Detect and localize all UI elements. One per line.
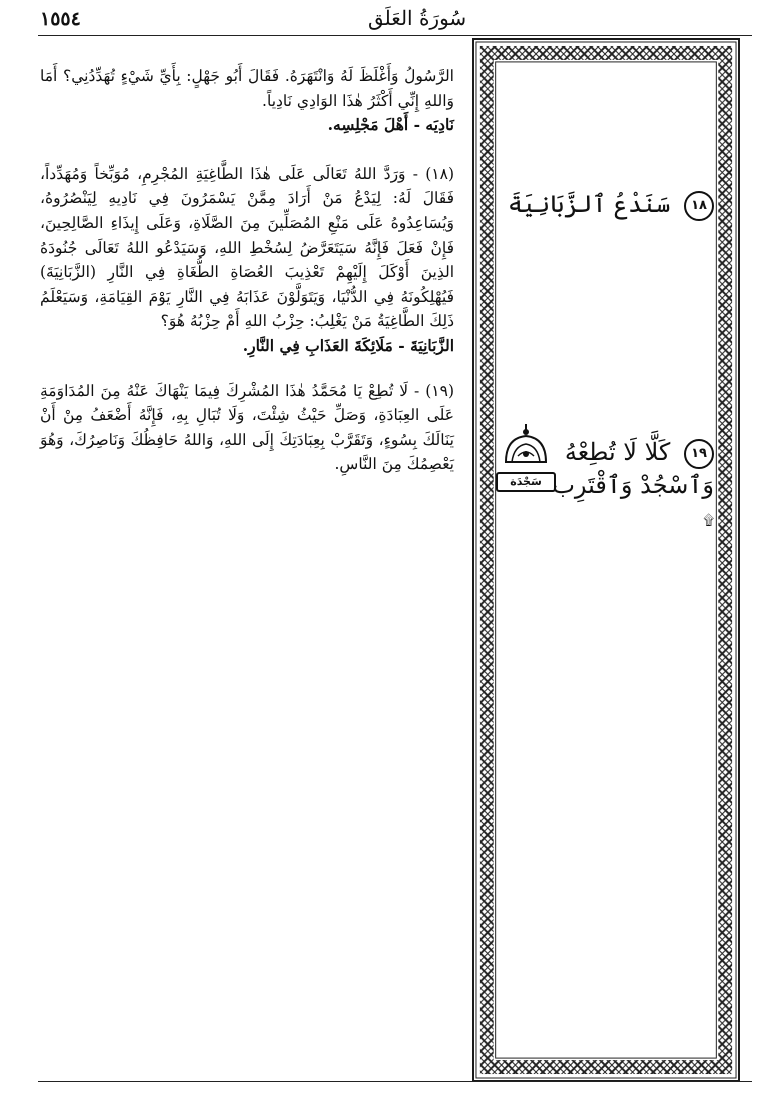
- verse-number-18: ١٨: [684, 191, 714, 221]
- gloss-zabaniyah: الزَّبَانِيَةَ - مَلَائِكَةَ العَذَابِ فِي النَّارِ.: [242, 335, 454, 355]
- quran-verse-panel: [472, 38, 740, 1082]
- commentary-paragraph-19: (١٩) - لَا تُطِعْ يَا مُحَمَّدُ هٰذَا المُشْرِكَ فِيمَا يَنْهَاكَ عَنْهُ مِنَ المُدَاوَمَةِ عَلَى العِبَادَةِ، وَصَلِّ حَيْثُ شِئْتَ، وَلَا تُبَالِ بِهِ، فَإِنَّهُ أَضْعَفُ مِنْ أَنْ يَنَالَكَ بِسُوءٍ، وَتَقَرَّبْ بِعِبَادَتِكَ إِلَى اللهِ، وَاللهُ حَافِظُكَ وَنَاصِرُكَ، وَهُوَ يَعْصِمُكَ مِنَ النَّاسِ.: [40, 381, 454, 474]
- page-header: [38, 0, 752, 36]
- verse-19-text: كَلَّا لَا تُطِعْهُ وَٱسْجُدْ وَٱقْتَرِب: [552, 438, 714, 499]
- commentary-paragraph-18: (١٨) - وَرَدَّ اللهُ تَعَالَى عَلَى هٰذَا الطَّاغِيَةِ المُجْرِمِ، مُوَبِّخاً وَمُهَدِّداً، فَقَالَ لَهُ: لِيَدْعُ مَنْ أَرَادَ مِمَّنْ يَسْمَرُونَ فِي نَادِيهِ لِيَنْصُرُوهُ، وَيُسَاعِدُوهُ عَلَى مَنْعِ المُصَلِّينَ مِنَ الصَّلَاةِ، وَعَلَى إِيذَاءِ الصَّالِحِينَ، فَإِنْ فَعَلَ فَإِنَّهُ سَيَتَعَرَّضُ لِسُخْطِ اللهِ، وَسَيَدْعُو اللهُ تَعَالَى جُنُودَهُ الذِينَ أَوْكَلَ إِلَيْهِمْ تَعْذِيبَ العُصَاةِ الطُّغَاةِ فِي النَّارِ (الزَّبَانِيَةَ) فَيُهْلِكُونَهُ فِي الدُّنْيَا، وَيَتَوَلَّوْنَ عَذَابَهُ فِي النَّارِ يَوْمَ القِيَامَةِ، وَسَيَعْلَمُ ذَلِكَ الطَّاغِيَةُ مَنْ يَغْلِبُ: حِزْبُ اللهِ أَمْ حِزْبُهُ هُوَ؟: [40, 164, 454, 331]
- verse-18: [504, 188, 714, 221]
- commentary-paragraph-intro: الرَّسُولُ وَأَغْلَظَ لَهُ وَانْتَهَرَهُ. فَقَالَ أَبُو جَهْلٍ: بِأَيِّ شَيْءٍ تُهَدِّدُنِي؟ أَمَا وَاللهِ إِنِّي أَكْثَرُ هٰذَا الوَادِي نَادِياً.: [40, 67, 454, 110]
- verse-number-19: ١٩: [684, 439, 714, 469]
- verse-18-text: سَنَدْعُ ٱلزَّبَانِيَةَ: [508, 190, 671, 218]
- sajda-label: سَجْدَة: [496, 472, 556, 492]
- sajda-ornament: [496, 422, 556, 492]
- sajda-mark-icon: ۩: [703, 512, 714, 529]
- lantern-ornament-icon: [496, 422, 556, 466]
- footer-rule: [38, 1081, 752, 1082]
- header-rule: [38, 35, 752, 36]
- verse-19: [544, 436, 714, 537]
- page-number: ١٥٥٤: [40, 8, 81, 30]
- gloss-nadiyah: نَادِيَه - أَهْلَ مَجْلِسِه.: [327, 115, 454, 135]
- surah-title: سُورَةُ العَلَق: [368, 6, 467, 30]
- commentary-column: [40, 64, 454, 477]
